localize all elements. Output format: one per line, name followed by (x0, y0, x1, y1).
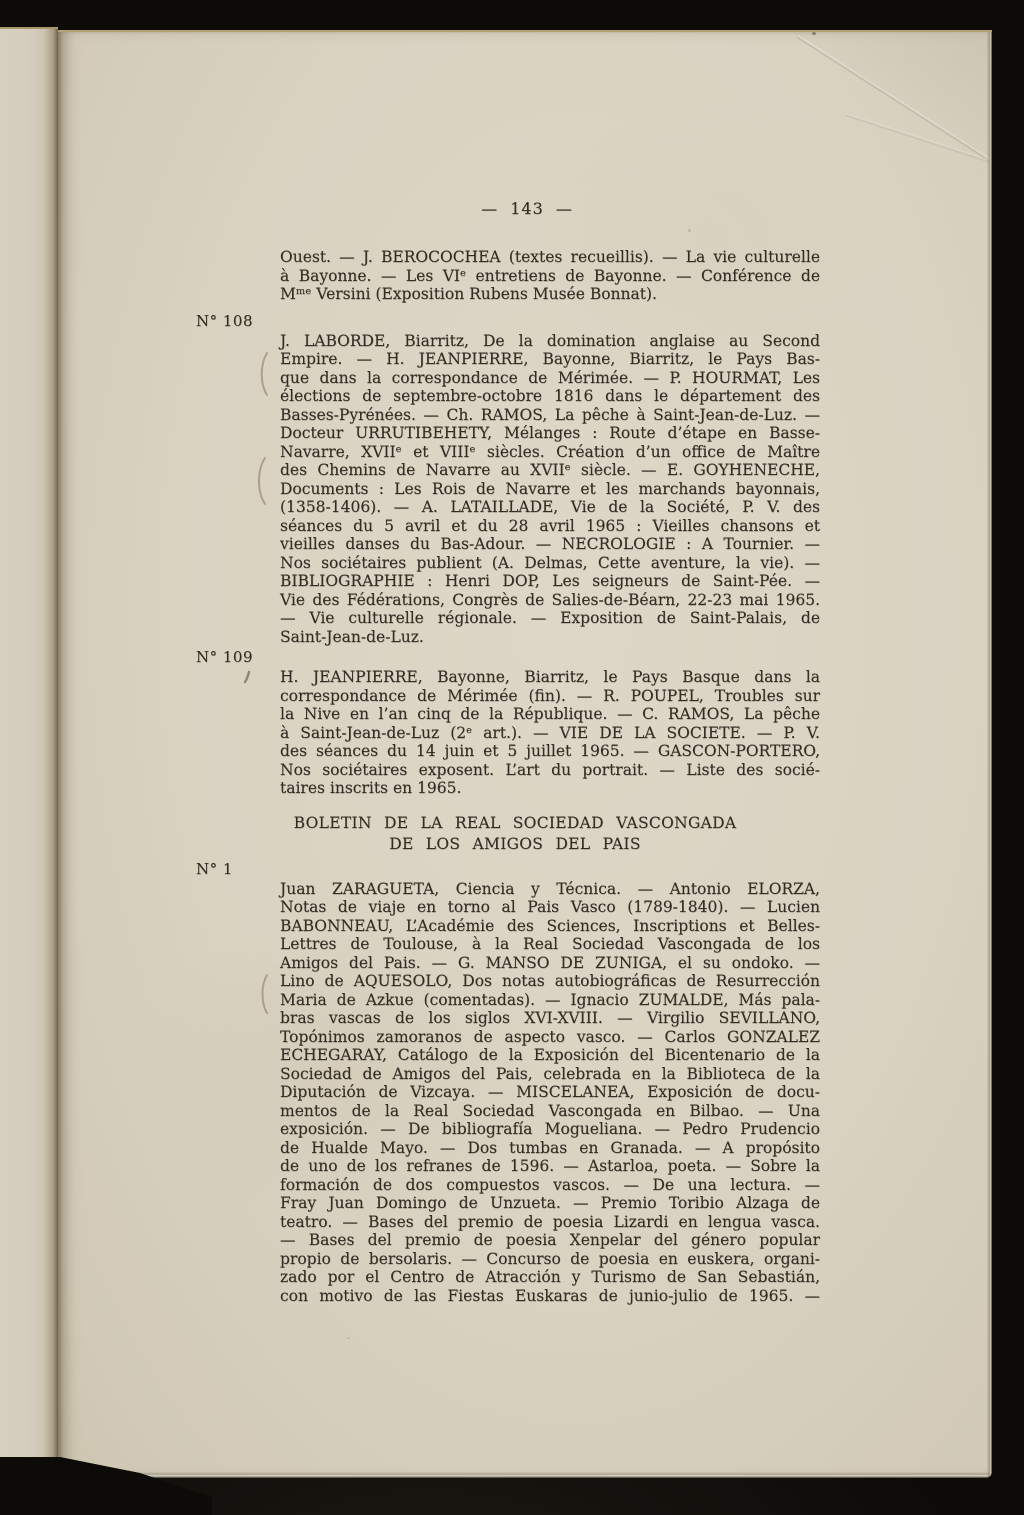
text-line: Juan ZARAGUETA, Ciencia y Técnica. — Antonio ELORZA, (280, 879, 820, 898)
text-line: J. LABORDE, Biarritz, De la domination anglaise au Second (280, 331, 820, 350)
text-line: des Chemins de Navarre au XVIIᵉ siècle. — E. GOYHENECHE, (280, 461, 820, 479)
text-line: BIBLIOGRAPHIE : Henri DOP, Les seigneurs de Saint-Pée. — (280, 572, 820, 590)
paper-speck (347, 1337, 350, 1339)
text-line: Nos sociétaires exposent. L’art du portrait. — Liste des socié- (280, 760, 820, 779)
page-number: — 143 — (481, 199, 573, 218)
entry-number-label: N° 1 (196, 859, 233, 878)
text-line: Diputación de Vizcaya. — MISCELANEA, Exposición de docu- (280, 1083, 820, 1101)
text-line: — Bases del premio de poesia Xenpelar del género popular (280, 1231, 820, 1249)
text-line: à Bayonne. — Les VIᵉ entretiens de Bayonne. — Conférence de (280, 266, 820, 285)
entry-number-label: N° 108 (196, 311, 254, 330)
heading-line: DE LOS AMIGOS DEL PAIS (389, 834, 641, 853)
text-line: Lino de AQUESOLO, Dos notas autobiográficas de Resurrección (280, 972, 820, 990)
text-line: des séances du 14 juin et 5 juillet 1965. — GASCON-PORTERO, (280, 742, 820, 760)
text-line: Navarre, XVIIᵉ et VIIIᵉ siècles. Création d’un office de Maître (280, 442, 820, 461)
text-line: con motivo de las Fiestas Euskaras de junio-julio de 1965. — (280, 1286, 820, 1305)
text-line: que dans la correspondance de Mérimée. — P. HOURMAT, Les (280, 368, 820, 387)
pencil-margin-mark (258, 973, 269, 1019)
text-line: Basses-Pyrénées. — Ch. RAMOS, La pêche à Saint-Jean-de-Luz. — (280, 405, 820, 424)
text-line: bras vascas de los siglos XVI-XVIII. — Virgilio SEVILLANO, (280, 1009, 820, 1027)
text-line: Saint-Jean-de-Luz. (280, 627, 424, 646)
text-line: Fray Juan Domingo de Unzueta. — Premio Toribio Alzaga de (280, 1194, 820, 1212)
text-line: Mᵐᵉ Versini (Exposition Rubens Musée Bonnat). (280, 285, 657, 303)
text-line: vieilles danses du Bas-Adour. — NECROLOGIE : A Tournier. — (280, 535, 820, 553)
text-line: Nos sociétaires publient (A. Delmas, Cette aventure, la vie). — (280, 553, 820, 572)
text-line: Empire. — H. JEANPIERRE, Bayonne, Biarritz, le Pays Bas- (280, 350, 820, 368)
text-column (196, 199, 820, 1305)
text-line: BABONNEAU, L’Académie des Sciences, Inscriptions et Belles- (280, 916, 820, 935)
text-line: Sociedad de Amigos del Pais, celebrada en la Biblioteca de la (280, 1064, 820, 1083)
entry-paragraph (196, 859, 820, 1306)
section-heading (280, 813, 750, 855)
text-line: Amigos del Pais. — G. MANSO DE ZUNIGA, el su ondoko. — (280, 953, 820, 972)
pencil-tick-mark (244, 669, 252, 688)
adjacent-page-edge (0, 27, 58, 1457)
text-line: zado por el Centro de Atracción y Turismo de San Sebastián, (280, 1268, 820, 1286)
text-line: (1358-1406). — A. LATAILLADE, Vie de la Société, P. V. des (280, 498, 820, 516)
text-line: Vie des Fédérations, Congrès de Salies-de-Béarn, 22-23 mai 1965. (280, 590, 820, 609)
text-line: à Saint-Jean-de-Luz (2ᵉ art.). — VIE DE LA SOCIETE. — P. V. (280, 723, 820, 742)
text-line: mentos de la Real Sociedad Vascongada en Bilbao. — Una (280, 1101, 820, 1120)
text-line: exposición. — De bibliografía Mogueliana. — Pedro Prudencio (280, 1120, 820, 1138)
text-line: Maria de Azkue (comentadas). — Ignacio ZUMALDE, Más pala- (280, 990, 820, 1009)
text-line: Notas de viaje en torno al Pais Vasco (1789-1840). — Lucien (280, 898, 820, 916)
text-line: teatro. — Bases del premio de poesia Lizardi en lengua vasca. (280, 1212, 820, 1231)
text-line: de uno de los refranes de 1596. — Astarloa, poeta. — Sobre la (280, 1157, 820, 1175)
text-line: taires inscrits en 1965. (280, 779, 462, 797)
entry-paragraph (280, 248, 820, 304)
text-line: élections de septembre-octobre 1816 dans le département des (280, 387, 820, 405)
entry-paragraph (196, 311, 820, 647)
text-line: Topónimos zamoranos de aspecto vasco. — Carlos GONZALEZ (280, 1027, 820, 1046)
text-line: — Vie culturelle régionale. — Exposition de Saint-Palais, de (280, 609, 820, 627)
page-body (196, 248, 820, 1305)
text-line: la Nive en l’an cinq de la République. — C. RAMOS, La pêche (280, 705, 820, 723)
book-page (58, 30, 992, 1478)
entry-number-label: N° 109 (196, 648, 254, 666)
text-line: Docteur URRUTIBEHETY, Mélanges : Route d’étape en Basse- (280, 424, 820, 442)
heading-line: BOLETIN DE LA REAL SOCIEDAD VASCONGADA (293, 813, 737, 832)
text-line: formación de dos compuestos vascos. — De una lectura. — (280, 1175, 820, 1194)
text-line: séances du 5 avril et du 28 avril 1965 : Vieilles chansons et (280, 516, 820, 535)
paper-speck (812, 32, 816, 35)
text-line: ECHEGARAY, Catálogo de la Exposición del Bicentenario de la (280, 1046, 820, 1064)
text-line: Lettres de Toulouse, à la Real Sociedad Vascongada de los (280, 935, 820, 953)
text-line: de Hualde Mayo. — Dos tumbas en Granada. — A propósito (280, 1138, 820, 1157)
text-line: H. JEANPIERRE, Bayonne, Biarritz, le Pays Basque dans la (280, 668, 820, 686)
pencil-margin-mark (254, 456, 267, 510)
text-line: Documents : Les Rois de Navarre et les marchands bayonnais, (280, 479, 820, 498)
text-line: Ouest. — J. BEROCOCHEA (textes recueillis). — La vie culturelle (280, 248, 820, 266)
entry-paragraph (196, 648, 820, 798)
pencil-margin-mark (257, 351, 269, 401)
text-line: propio de bersolaris. — Concurso de poesia en euskera, organi- (280, 1249, 820, 1268)
text-line: correspondance de Mérimée (fin). — R. POUPEL, Troubles sur (280, 686, 820, 705)
